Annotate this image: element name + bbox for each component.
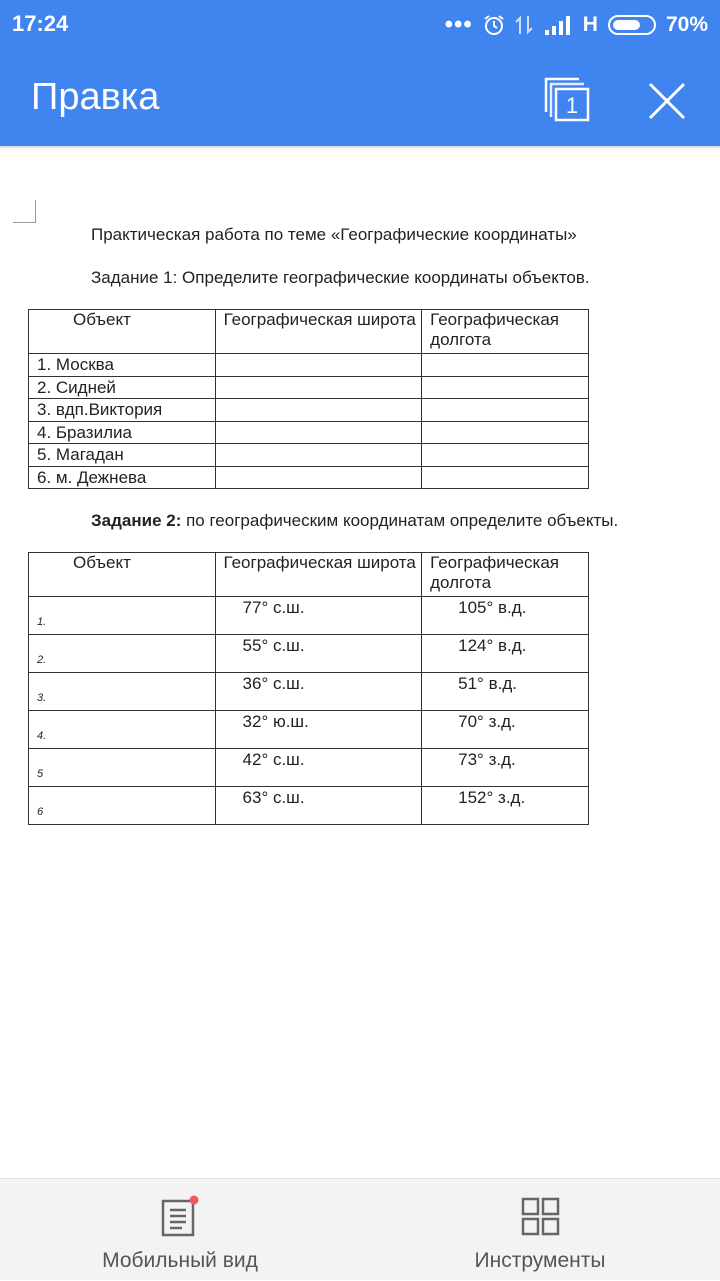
network-type: H <box>582 13 598 36</box>
battery-icon <box>608 15 656 35</box>
cell-longitude: 73° з.д. <box>422 749 589 787</box>
cell-longitude <box>422 376 589 399</box>
cell-longitude: 105° в.д. <box>422 597 589 635</box>
table-row <box>29 749 589 787</box>
cell-object: 3. вдп.Виктория <box>29 399 216 422</box>
cell-object: 4. Бразилиа <box>29 421 216 444</box>
table-header-row <box>29 310 589 354</box>
cell-object: 2. <box>29 635 216 673</box>
table-task1 <box>28 309 589 489</box>
task2-text <box>91 511 618 531</box>
cell-object: 3. <box>29 673 216 711</box>
header-longitude: Географическая долгота <box>422 553 589 597</box>
table-row <box>29 787 589 825</box>
task2-label: Задание 2: <box>91 511 182 530</box>
battery-percent: 70% <box>665 13 708 36</box>
mobile-view-button[interactable] <box>0 1179 360 1281</box>
cell-latitude <box>215 466 422 489</box>
cell-longitude <box>422 466 589 489</box>
header-longitude: Географическая долгота <box>422 310 589 354</box>
cell-longitude <box>422 421 589 444</box>
cell-latitude: 42° с.ш. <box>215 749 422 787</box>
pages-icon[interactable] <box>543 76 591 122</box>
table-row <box>29 635 589 673</box>
cell-latitude <box>215 376 422 399</box>
cell-object: 5 <box>29 749 216 787</box>
notification-dots: ••• <box>444 11 473 38</box>
table-row <box>29 421 589 444</box>
cell-latitude: 36° с.ш. <box>215 673 422 711</box>
data-arrows-icon <box>515 14 533 36</box>
header-object: Объект <box>29 553 216 597</box>
cell-longitude: 152° з.д. <box>422 787 589 825</box>
mobile-view-icon <box>160 1195 200 1237</box>
mobile-view-label: Мобильный вид <box>102 1249 258 1272</box>
status-time: 17:24 <box>12 11 69 36</box>
cell-object: 5. Магадан <box>29 444 216 467</box>
cell-latitude <box>215 444 422 467</box>
cell-longitude: 124° в.д. <box>422 635 589 673</box>
cell-longitude <box>422 399 589 422</box>
status-bar <box>0 0 720 50</box>
cell-object: 1. <box>29 597 216 635</box>
signal-icon <box>543 15 573 35</box>
table-row <box>29 354 589 377</box>
cell-object: 6 <box>29 787 216 825</box>
table-row <box>29 673 589 711</box>
page-count: 1 <box>565 93 579 118</box>
table-task2 <box>28 552 589 825</box>
app-bar <box>0 50 720 146</box>
cell-object: 1. Москва <box>29 354 216 377</box>
cell-latitude: 77° с.ш. <box>215 597 422 635</box>
cell-longitude: 51° в.д. <box>422 673 589 711</box>
tools-grid-icon <box>520 1195 560 1237</box>
tools-button[interactable] <box>360 1179 720 1281</box>
header-latitude: Географическая широта <box>215 553 422 597</box>
cell-object: 2. Сидней <box>29 376 216 399</box>
page-corner-mark <box>13 200 36 223</box>
cell-latitude: 63° с.ш. <box>215 787 422 825</box>
table-row <box>29 466 589 489</box>
page-title: Правка <box>31 76 160 118</box>
table-row <box>29 399 589 422</box>
header-object: Объект <box>29 310 216 354</box>
cell-latitude <box>215 354 422 377</box>
tools-label: Инструменты <box>474 1249 606 1272</box>
cell-latitude <box>215 421 422 444</box>
header-latitude: Географическая широта <box>215 310 422 354</box>
cell-longitude: 70° з.д. <box>422 711 589 749</box>
cell-latitude: 32° ю.ш. <box>215 711 422 749</box>
close-icon[interactable] <box>646 80 688 122</box>
cell-object: 6. м. Дежнева <box>29 466 216 489</box>
cell-object: 4. <box>29 711 216 749</box>
cell-latitude: 55° с.ш. <box>215 635 422 673</box>
document-view[interactable] <box>0 150 720 1178</box>
cell-longitude <box>422 354 589 377</box>
task2-body: по географическим координатам определите объекты. <box>181 511 619 530</box>
status-icons <box>445 11 708 39</box>
cell-longitude <box>422 444 589 467</box>
task1-text: Задание 1: Определите географические координаты объектов. <box>91 268 590 287</box>
table-row <box>29 376 589 399</box>
bottom-bar <box>0 1178 720 1280</box>
table-row <box>29 444 589 467</box>
alarm-icon <box>483 14 505 36</box>
table-row <box>29 711 589 749</box>
document-heading: Практическая работа по теме «Географические координаты» <box>91 225 577 244</box>
cell-latitude <box>215 399 422 422</box>
table-row <box>29 597 589 635</box>
table-header-row <box>29 553 589 597</box>
